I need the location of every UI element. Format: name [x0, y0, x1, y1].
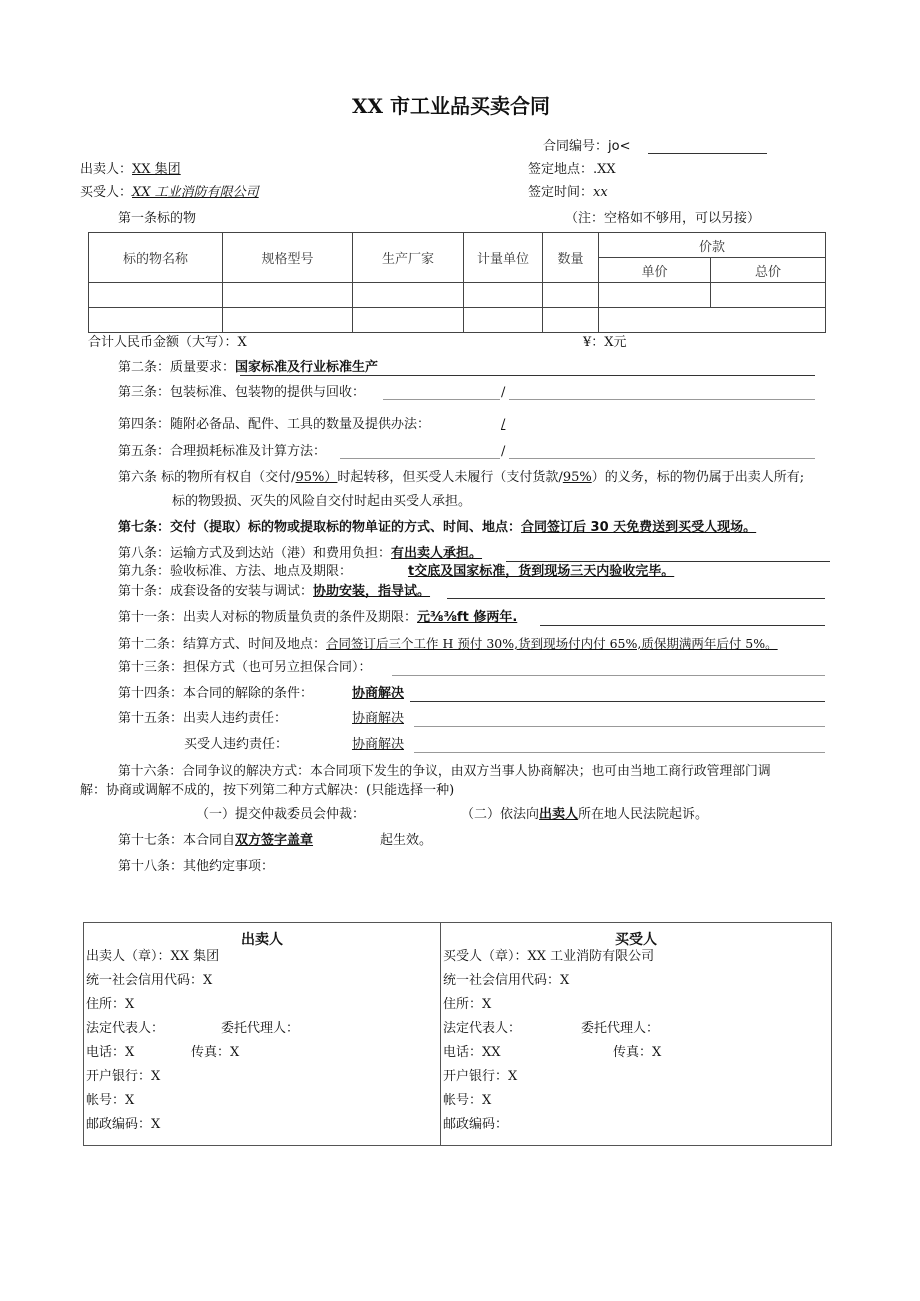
slash: / — [501, 385, 506, 400]
seller-column — [84, 923, 441, 1145]
place-value: .XX — [593, 162, 616, 177]
buyer-row: 法定代表人： — [443, 1021, 522, 1036]
clause-label: 第十一条：出卖人对标的物质量负责的条件及期限： — [118, 610, 418, 625]
cell[interactable] — [599, 308, 826, 333]
blank — [509, 458, 815, 459]
text: ）的义务，标的物仍属于出卖人所有; — [591, 470, 805, 485]
clause-17-end: 起生效。 — [380, 833, 433, 848]
clause-11 — [118, 609, 517, 627]
place-line — [528, 161, 616, 179]
total-amount: ¥：X元 — [583, 335, 627, 350]
clause-2-underline — [240, 375, 815, 376]
buyer-row: 住所：X — [443, 997, 492, 1012]
clause-15b: 买受人违约责任： — [184, 737, 289, 752]
header-cell: 规格型号 — [223, 233, 353, 283]
cell[interactable] — [599, 283, 711, 308]
place-label: 签定地点： — [528, 162, 594, 177]
document-title: XX 市工业品买卖合同 — [352, 94, 550, 118]
seller-row: 电话：X — [86, 1045, 135, 1060]
clause-value: 协助安装，指导试。 — [313, 584, 431, 599]
seller-row: 传真：X — [191, 1045, 240, 1060]
buyer-heading: 买受人 — [615, 932, 657, 948]
buyer-row: 电话：XX — [443, 1045, 501, 1060]
blank — [414, 726, 825, 727]
blank — [509, 399, 815, 400]
time-label: 签定时间： — [528, 185, 594, 200]
clause-value: 元⅜⅜ft 修两年. — [417, 610, 518, 625]
value: 95%） — [295, 470, 338, 485]
cell[interactable] — [543, 283, 599, 308]
cell[interactable] — [223, 283, 353, 308]
buyer-line — [80, 184, 259, 202]
goods-table — [88, 232, 826, 333]
buyer-row: 开户银行：X — [443, 1069, 518, 1084]
value: 95% — [562, 470, 592, 485]
slash: / — [501, 417, 506, 432]
blank — [383, 399, 500, 400]
cell[interactable] — [464, 283, 543, 308]
seller-row: 住所：X — [86, 997, 135, 1012]
blank — [340, 458, 500, 459]
contract-number-label: 合同编号：jo< — [543, 139, 631, 154]
cell[interactable] — [353, 283, 464, 308]
clause-17 — [118, 832, 313, 850]
seller-row: 出卖人（章）：XX 集团 — [86, 949, 220, 964]
buyer-row: 委托代理人： — [581, 1021, 660, 1036]
clause-label: 第九条：验收标准、方法、地点及期限： — [118, 564, 353, 579]
cell[interactable] — [89, 308, 223, 333]
clause-9-value: t交底及国家标准，货到现场三天内验收完毕。 — [408, 564, 675, 579]
cell[interactable] — [353, 308, 464, 333]
seller-row: 邮政编码：X — [86, 1117, 161, 1132]
seller-label: 出卖人： — [80, 162, 133, 177]
signature-table — [83, 922, 832, 1146]
clause-1-label: 第一条标的物 — [118, 211, 197, 226]
clause-18: 第十八条：其他约定事项： — [118, 859, 275, 874]
header-cell: 数量 — [543, 233, 599, 283]
buyer-row: 买受人（章）：XX 工业消防有限公司 — [443, 949, 655, 964]
seller-heading: 出卖人 — [241, 932, 283, 948]
subheader-cell: 总价 — [711, 258, 826, 283]
cell[interactable] — [711, 283, 826, 308]
clause-value: 合同签订后三个工作 H 预付 30%,货到现场付内付 65%,质保期满两年后付 5%。 — [326, 636, 778, 651]
header-cell: 生产厂家 — [353, 233, 464, 283]
header-cell: 标的物名称 — [89, 233, 223, 283]
text: 所在地人民法院起诉。 — [578, 807, 709, 822]
clause-value: 合同签订后 30 天免费送到买受人现场。 — [521, 520, 757, 535]
seller-name: XX 集团 — [132, 162, 181, 177]
clause-label: 第十二条：结算方式、时间及地点： — [118, 637, 327, 652]
seller-line — [80, 161, 181, 179]
blank — [447, 598, 825, 599]
clause-14: 第十四条：本合同的解除的条件： — [118, 686, 314, 701]
text: 时起转移，但买受人未履行（支付货款/ — [337, 470, 563, 485]
clause-9 — [118, 563, 352, 581]
value: 出卖人 — [539, 807, 579, 822]
text: （二）依法向 — [461, 807, 540, 822]
text: 第六条 标的物所有权自（交付/ — [118, 470, 296, 485]
clause-10 — [118, 583, 430, 601]
buyer-column — [441, 923, 831, 1145]
time-line — [528, 184, 608, 202]
clause-value: 有出卖人承担。 — [391, 546, 483, 561]
time-value: xx — [593, 185, 608, 200]
value: 双方签字盖章 — [235, 833, 314, 848]
total-label: 合计人民币金额（大写）：X — [88, 335, 247, 350]
blank — [392, 675, 825, 676]
contract-number-blank — [648, 153, 767, 154]
slash: / — [501, 444, 506, 459]
clause-6 — [118, 469, 804, 487]
clause-1-note: （注：空格如不够用，可以另接） — [565, 211, 761, 226]
header-cell: 价款 — [599, 233, 826, 258]
blank — [506, 561, 830, 562]
clause-value: 国家标准及行业标准生产 — [235, 360, 379, 375]
table-row — [89, 308, 826, 333]
clause-14-value: 协商解决 — [352, 686, 405, 701]
clause-16-line2: 解：协商或调解不成的，按下列第二种方式解决：(只能选择一种) — [80, 783, 455, 798]
buyer-label: 买受人： — [80, 185, 133, 200]
clause-5: 第五条：合理损耗标准及计算方法： — [118, 444, 327, 459]
clause-16-option-1[interactable]: （一）提交仲裁委员会仲裁： — [196, 807, 366, 822]
clause-15: 第十五条：出卖人违约责任： — [118, 711, 288, 726]
text: 第十七条：本合同自 — [118, 833, 236, 848]
clause-4: 第四条：随附必备品、配件、工具的数量及提供办法： — [118, 417, 431, 432]
clause-label: 第十条：成套设备的安装与调试： — [118, 584, 314, 599]
clause-12 — [118, 635, 778, 654]
clause-7 — [118, 519, 756, 537]
cell[interactable] — [223, 308, 353, 333]
seller-row: 统一社会信用代码：X — [86, 973, 213, 988]
seller-row: 帐号：X — [86, 1093, 135, 1108]
seller-row: 法定代表人： — [86, 1021, 165, 1036]
blank — [540, 625, 825, 626]
seller-row: 开户银行：X — [86, 1069, 161, 1084]
cell[interactable] — [543, 308, 599, 333]
header-cell: 计量单位 — [464, 233, 543, 283]
buyer-row: 传真：X — [613, 1045, 662, 1060]
buyer-row: 帐号：X — [443, 1093, 492, 1108]
buyer-row: 统一社会信用代码：X — [443, 973, 570, 988]
table-row — [89, 283, 826, 308]
clause-15-value: 协商解决 — [352, 711, 405, 726]
clause-label: 第七条：交付（提取）标的物或提取标的物单证的方式、时间、地点： — [118, 520, 522, 535]
clause-3: 第三条：包装标准、包装物的提供与回收： — [118, 385, 366, 400]
cell[interactable] — [464, 308, 543, 333]
clause-16-line1: 第十六条：合同争议的解决方式：本合同项下发生的争议，由双方当事人协商解决；也可由当地工商行政管理部门调 — [118, 764, 771, 779]
blank — [414, 752, 825, 753]
cell[interactable] — [89, 283, 223, 308]
blank — [410, 701, 825, 702]
seller-row: 委托代理人： — [221, 1021, 300, 1036]
clause-15b-value: 协商解决 — [352, 737, 405, 752]
buyer-row: 邮政编码： — [443, 1117, 509, 1132]
clause-label: 第八条：运输方式及到达站（港）和费用负担： — [118, 546, 392, 561]
clause-13: 第十三条：担保方式（也可另立担保合同）： — [118, 660, 372, 675]
buyer-name: XX 工业消防有限公司 — [132, 185, 259, 200]
clause-8 — [118, 545, 482, 563]
clause-6-line2: 标的物毁损、灭失的风险自交付时起由买受人承担。 — [172, 494, 472, 509]
clause-label: 第二条：质量要求： — [118, 360, 236, 375]
subheader-cell: 单价 — [599, 258, 711, 283]
clause-16-option-2[interactable] — [461, 806, 708, 824]
